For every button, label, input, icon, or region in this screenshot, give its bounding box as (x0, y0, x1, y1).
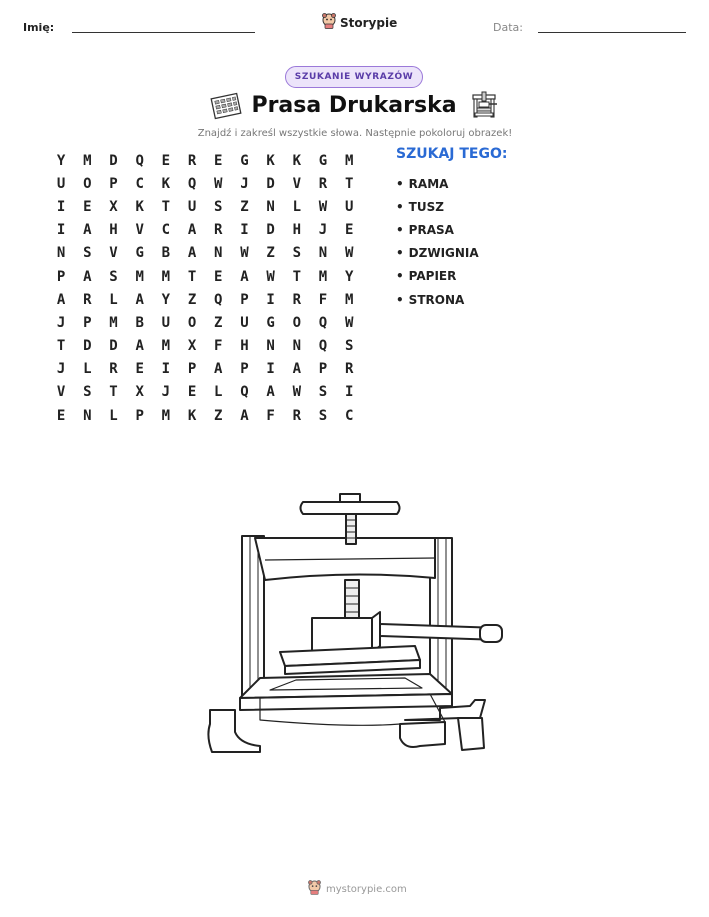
grid-cell: W (292, 384, 301, 401)
grid-cell: A (56, 291, 66, 308)
grid-cell: N (318, 245, 328, 262)
grid-cell: D (83, 338, 92, 355)
grid-cell: E (56, 407, 66, 424)
storypie-logo-icon (322, 13, 336, 33)
word-list-item (396, 172, 479, 195)
grid-cell: F (266, 407, 275, 424)
grid-cell: S (83, 245, 92, 262)
grid-cell: D (266, 175, 275, 192)
bullet: • (396, 176, 404, 191)
name-line (72, 32, 255, 33)
grid-cell: R (292, 291, 301, 308)
grid-cell: H (109, 222, 118, 239)
grid-cell: L (214, 384, 223, 401)
grid-cell: L (109, 291, 118, 308)
grid-cell: G (318, 152, 328, 169)
printing-press-icon (470, 91, 498, 125)
grid-cell: N (266, 198, 275, 215)
grid-row (48, 358, 362, 381)
word-list-item (396, 218, 479, 241)
grid-cell: N (292, 338, 301, 355)
grid-cell: S (318, 384, 328, 401)
grid-cell: G (240, 152, 249, 169)
grid-cell: E (344, 222, 354, 239)
grid-cell: T (109, 384, 118, 401)
grid-cell: T (187, 268, 197, 285)
grid-cell: O (292, 314, 301, 331)
grid-cell: T (161, 198, 171, 215)
grid-cell: N (56, 245, 66, 262)
grid-cell: J (56, 314, 66, 331)
grid-cell: K (135, 198, 144, 215)
grid-cell: A (83, 268, 92, 285)
grid-cell: A (135, 291, 144, 308)
grid-row (48, 195, 362, 218)
grid-cell: N (214, 245, 223, 262)
word-list-item (396, 288, 479, 311)
word-list (396, 172, 479, 311)
grid-row (48, 335, 362, 358)
grid-cell: I (266, 291, 275, 308)
grid-cell: N (83, 407, 92, 424)
page-title: Prasa Drukarska (251, 93, 457, 118)
grid-cell: M (318, 268, 328, 285)
grid-cell: Z (187, 291, 197, 308)
date-line (538, 32, 686, 33)
grid-row (48, 288, 362, 311)
grid-cell: P (240, 291, 249, 308)
grid-cell: Y (56, 152, 66, 169)
word-list-word: STRONA (408, 292, 465, 307)
grid-cell: X (135, 384, 144, 401)
grid-cell: H (240, 338, 249, 355)
grid-cell: Z (266, 245, 275, 262)
grid-cell: U (56, 175, 66, 192)
grid-cell: P (135, 407, 144, 424)
grid-cell: V (135, 222, 144, 239)
grid-cell: E (187, 384, 197, 401)
grid-cell: E (214, 152, 223, 169)
word-list-word: RAMA (408, 176, 449, 191)
grid-cell: L (292, 198, 301, 215)
grid-cell: Q (240, 384, 249, 401)
grid-cell: T (56, 338, 66, 355)
grid-cell: A (83, 222, 92, 239)
grid-cell: M (109, 314, 118, 331)
grid-cell: K (292, 152, 301, 169)
grid-cell: A (187, 222, 197, 239)
grid-cell: D (109, 338, 118, 355)
grid-cell: S (292, 245, 301, 262)
grid-row (48, 219, 362, 242)
grid-cell: E (214, 268, 223, 285)
grid-cell: V (292, 175, 301, 192)
grid-cell: U (187, 198, 197, 215)
grid-cell: X (109, 198, 118, 215)
letter-grid (48, 149, 362, 427)
grid-cell: P (109, 175, 118, 192)
grid-cell: S (214, 198, 223, 215)
grid-cell: H (292, 222, 301, 239)
grid-cell: E (135, 361, 144, 378)
grid-cell: K (187, 407, 197, 424)
grid-cell: M (161, 407, 171, 424)
grid-cell: A (135, 338, 144, 355)
grid-cell: C (135, 175, 144, 192)
word-list-item (396, 195, 479, 218)
word-list-word: TUSZ (408, 199, 444, 214)
grid-row (48, 311, 362, 334)
grid-cell: J (318, 222, 328, 239)
grid-cell: A (187, 245, 197, 262)
grid-cell: O (187, 314, 197, 331)
grid-cell: Q (318, 314, 328, 331)
activity-badge: SZUKANIE WYRAZÓW (285, 66, 423, 88)
grid-cell: K (266, 152, 275, 169)
grid-row (48, 381, 362, 404)
grid-cell: P (56, 268, 66, 285)
footer-url: mystorypie.com (326, 884, 407, 895)
grid-cell: K (161, 175, 171, 192)
grid-cell: C (344, 407, 354, 424)
grid-row (48, 242, 362, 265)
grid-cell: M (344, 291, 354, 308)
grid-cell: W (344, 245, 354, 262)
grid-cell: P (318, 361, 328, 378)
grid-cell: J (56, 361, 66, 378)
grid-cell: D (109, 152, 118, 169)
grid-cell: A (292, 361, 301, 378)
storypie-logo-icon (308, 880, 321, 899)
word-list-title: SZUKAJ TEGO: (396, 146, 508, 162)
grid-row (48, 404, 362, 427)
grid-cell: I (266, 361, 275, 378)
grid-cell: Z (240, 198, 249, 215)
grid-cell: R (214, 222, 223, 239)
grid-cell: N (266, 338, 275, 355)
grid-cell: M (344, 152, 354, 169)
grid-cell: E (161, 152, 171, 169)
footer (308, 880, 407, 899)
grid-row (48, 265, 362, 288)
grid-cell: G (266, 314, 275, 331)
grid-cell: B (161, 245, 171, 262)
grid-cell: U (161, 314, 171, 331)
bullet: • (396, 292, 404, 307)
printing-press-illustration (200, 488, 510, 783)
grid-cell: U (344, 198, 354, 215)
grid-cell: I (56, 222, 66, 239)
grid-cell: D (266, 222, 275, 239)
grid-cell: E (83, 198, 92, 215)
word-list-item (396, 242, 479, 265)
grid-cell: Y (161, 291, 171, 308)
grid-cell: Z (214, 407, 223, 424)
grid-cell: Q (318, 338, 328, 355)
grid-cell: F (318, 291, 328, 308)
grid-cell: F (214, 338, 223, 355)
grid-cell: S (83, 384, 92, 401)
grid-cell: C (161, 222, 171, 239)
grid-cell: R (292, 407, 301, 424)
bullet: • (396, 199, 404, 214)
word-list-item (396, 265, 479, 288)
grid-cell: T (292, 268, 301, 285)
name-label: Imię: (23, 21, 55, 34)
word-list-word: PRASA (408, 222, 454, 237)
grid-cell: X (187, 338, 197, 355)
grid-cell: A (240, 268, 249, 285)
brand-name: Storypie (340, 16, 398, 30)
grid-cell: P (187, 361, 197, 378)
grid-cell: W (240, 245, 249, 262)
brand (322, 13, 397, 33)
grid-cell: A (266, 384, 275, 401)
grid-cell: Z (214, 314, 223, 331)
bullet: • (396, 222, 404, 237)
grid-row (48, 149, 362, 172)
grid-cell: I (344, 384, 354, 401)
grid-cell: J (161, 384, 171, 401)
grid-cell: U (240, 314, 249, 331)
grid-cell: M (83, 152, 92, 169)
grid-cell: Y (344, 268, 354, 285)
grid-cell: W (266, 268, 275, 285)
grid-cell: V (56, 384, 66, 401)
grid-cell: W (318, 198, 328, 215)
grid-cell: I (56, 198, 66, 215)
word-list-word: PAPIER (408, 269, 457, 284)
grid-cell: B (135, 314, 144, 331)
grid-cell: R (344, 361, 354, 378)
grid-cell: R (83, 291, 92, 308)
grid-cell: I (240, 222, 249, 239)
bullet: • (396, 269, 404, 284)
grid-cell: R (318, 175, 328, 192)
grid-cell: I (161, 361, 171, 378)
grid-cell: L (109, 407, 118, 424)
date-label: Data: (493, 21, 523, 34)
word-list-word: DZWIGNIA (408, 246, 479, 261)
grid-cell: P (83, 314, 92, 331)
grid-cell: L (83, 361, 92, 378)
grid-cell: W (214, 175, 223, 192)
grid-cell: J (240, 175, 249, 192)
grid-cell: W (344, 314, 354, 331)
bullet: • (396, 246, 404, 261)
grid-cell: T (344, 175, 354, 192)
grid-cell: S (318, 407, 328, 424)
grid-cell: R (109, 361, 118, 378)
instructions: Znajdź i zakreśl wszystkie słowa. Następnie pokoloruj obrazek! (197, 128, 513, 139)
grid-cell: G (135, 245, 144, 262)
grid-row (48, 172, 362, 195)
grid-cell: M (161, 268, 171, 285)
grid-cell: Q (214, 291, 223, 308)
grid-cell: Q (187, 175, 197, 192)
grid-cell: S (109, 268, 118, 285)
grid-cell: P (240, 361, 249, 378)
grid-cell: A (214, 361, 223, 378)
grid-cell: R (187, 152, 197, 169)
grid-cell: V (109, 245, 118, 262)
grid-cell: M (161, 338, 171, 355)
grid-cell: M (135, 268, 144, 285)
grid-cell: A (240, 407, 249, 424)
grid-cell: S (344, 338, 354, 355)
grid-cell: Q (135, 152, 144, 169)
grid-cell: O (83, 175, 92, 192)
